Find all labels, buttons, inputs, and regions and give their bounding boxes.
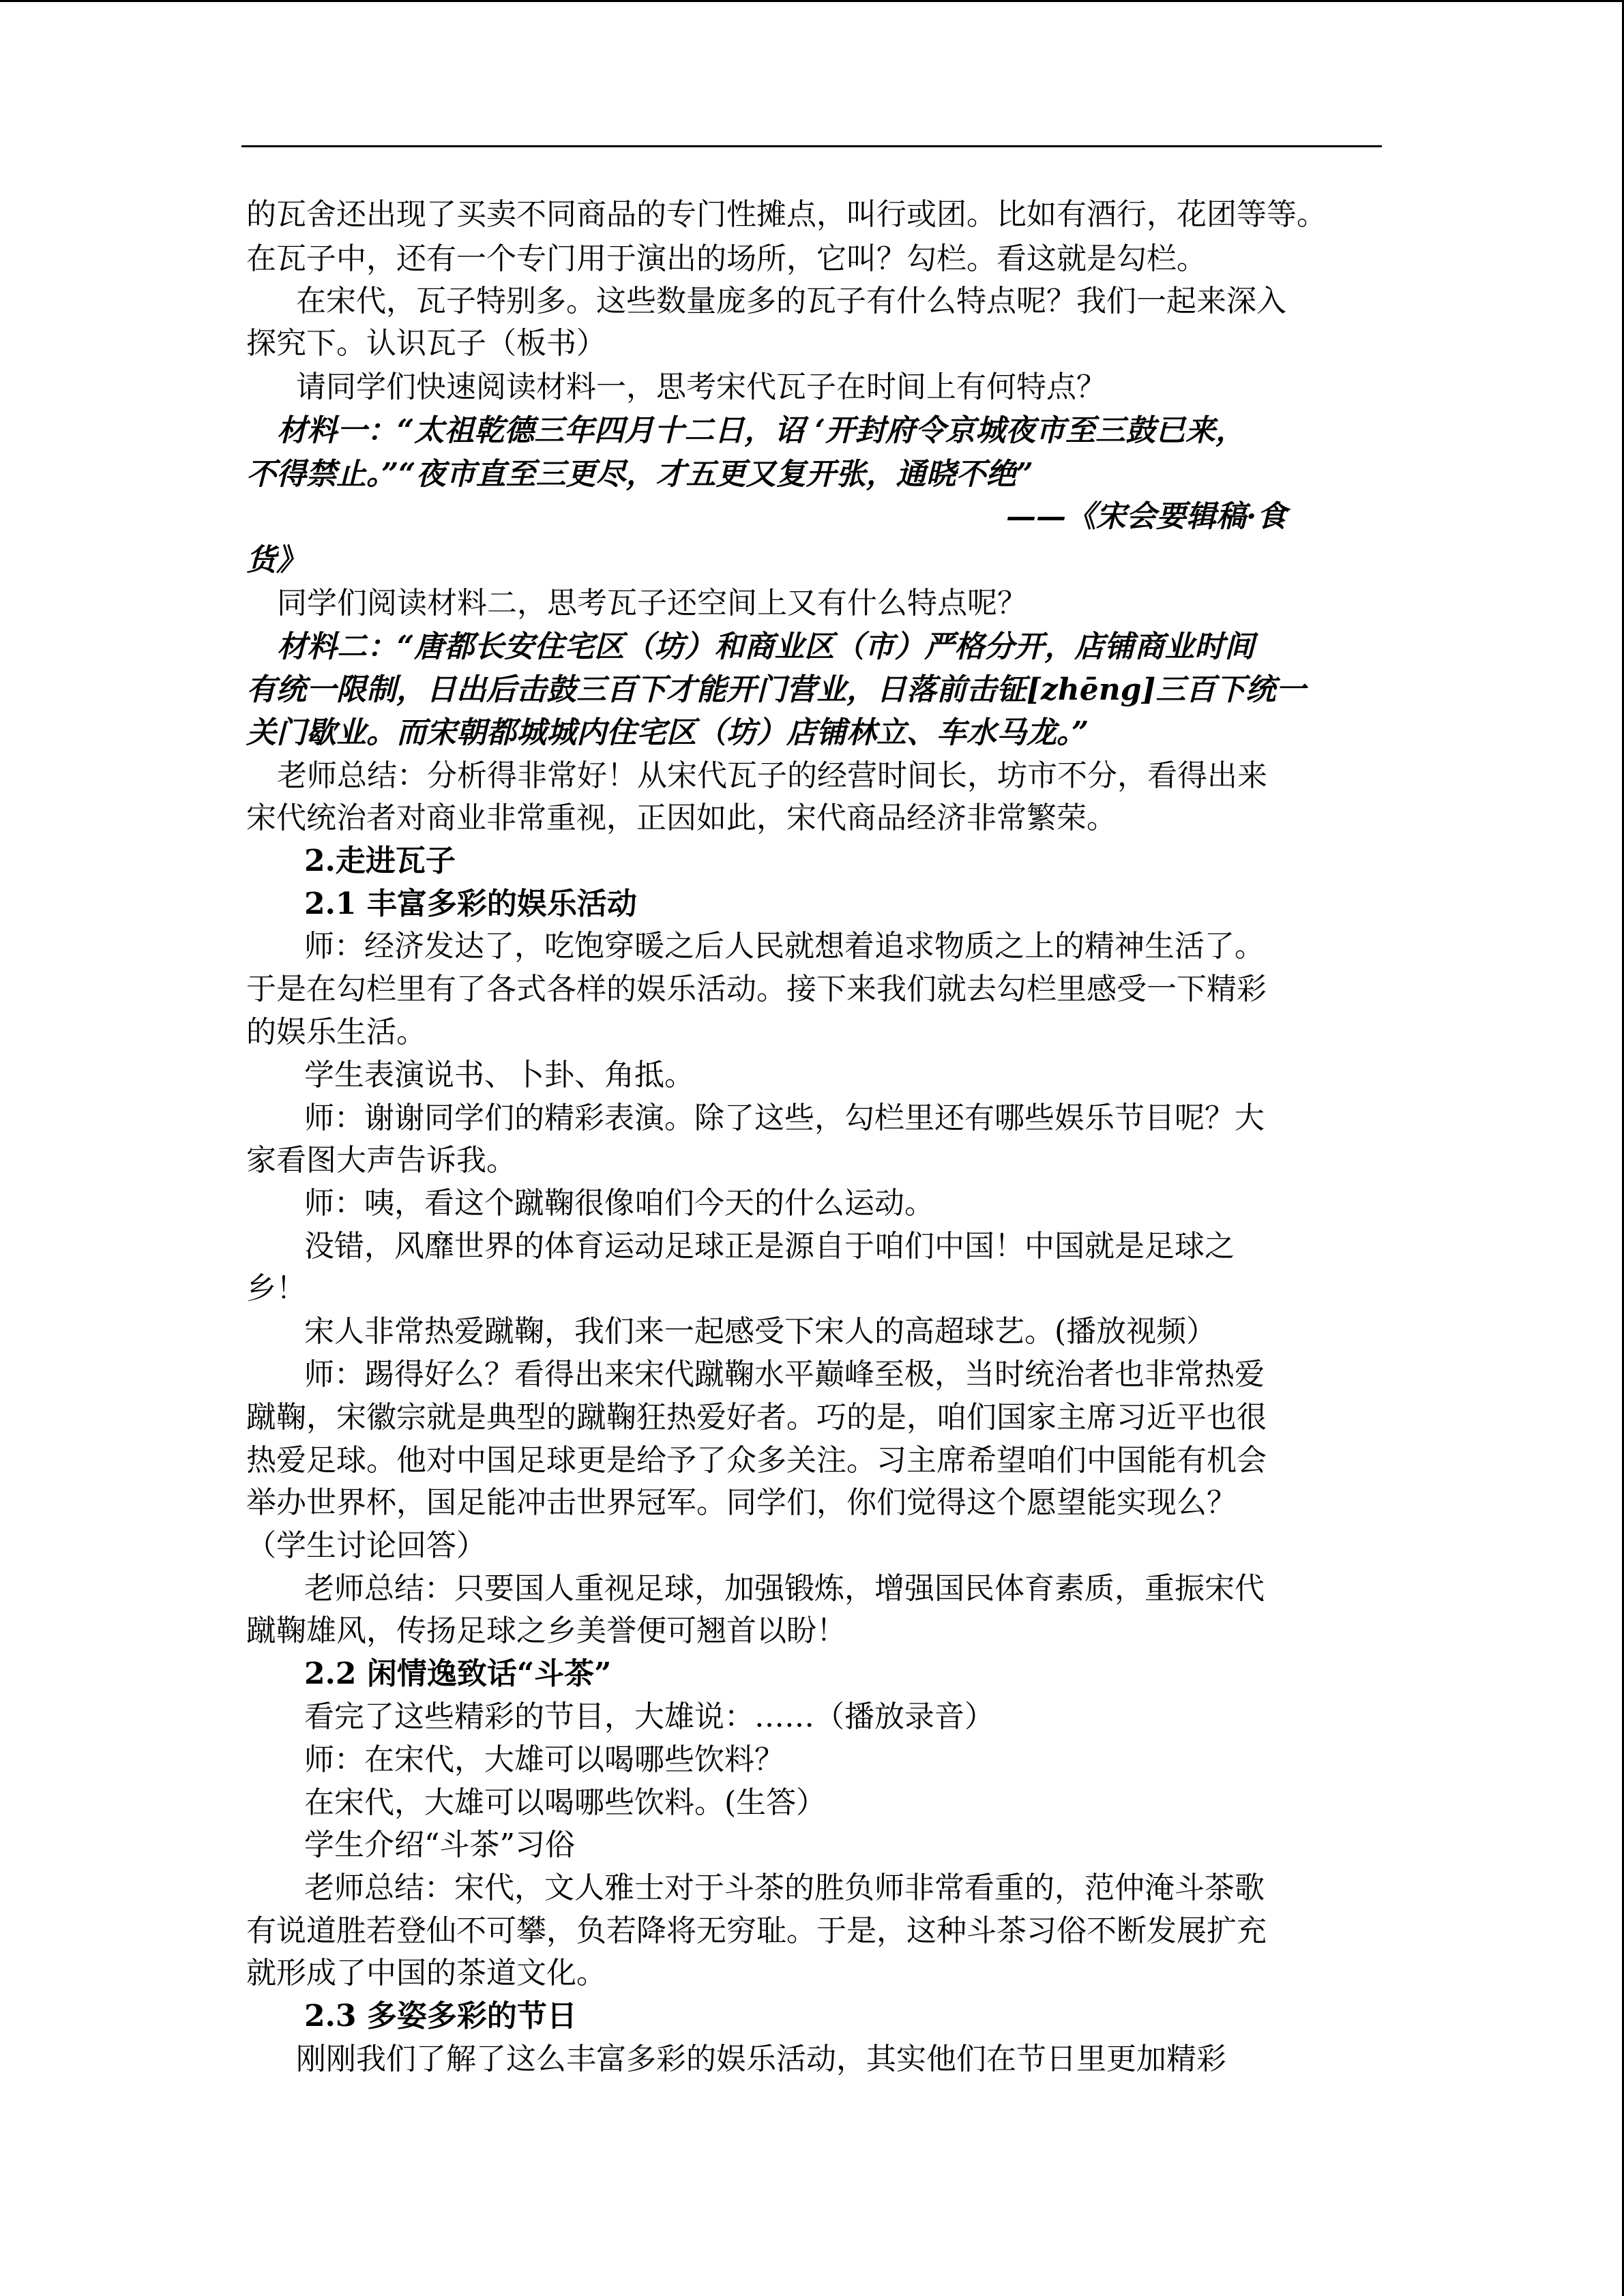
paragraph-line: 师：踢得好么？看得出来宋代蹴鞠水平巅峰至极，当时统治者也非常热爱 xyxy=(304,1357,1265,1392)
paragraph-line: 学生介绍“斗茶”习俗 xyxy=(304,1828,575,1862)
material-two-quote: 关门歇业。而宋朝都城城内住宅区（坊）店铺林立、车水马龙。” xyxy=(246,715,1089,750)
paragraph-line: 师：咦，看这个蹴鞠很像咱们今天的什么运动。 xyxy=(304,1186,934,1221)
page-border-top xyxy=(0,0,1624,2)
paragraph-line: 师：在宋代，大雄可以喝哪些饮料？ xyxy=(304,1742,784,1777)
paragraph-line: 在瓦子中，还有一个专门用于演出的场所，它叫？勾栏。看这就是勾栏。 xyxy=(246,241,1207,276)
paragraph-line: 蹴鞠雄风，传扬足球之乡美誉便可翘首以盼！ xyxy=(246,1613,846,1648)
paragraph-line: 的瓦舍还出现了买卖不同商品的专门性摊点，叫行或团。比如有酒行，花团等等。 xyxy=(246,197,1327,232)
paragraph-line: 看完了这些精彩的节目，大雄说：……（播放录音） xyxy=(304,1699,994,1734)
paragraph-line: 学生表演说书、卜卦、角抵。 xyxy=(304,1058,694,1092)
paragraph-line: 刚刚我们了解了这么丰富多彩的娱乐活动，其实他们在节日里更加精彩 xyxy=(296,2042,1226,2076)
material-one-quote: 不得禁止。”“夜市直至三更尽，才五更又复开张，通晓不绝” xyxy=(246,457,1033,492)
material-one-source: ——《宋会要辑稿·食 xyxy=(1006,499,1287,534)
paragraph-line: 于是在勾栏里有了各式各样的娱乐活动。接下来我们就去勾栏里感受一下精彩 xyxy=(246,972,1267,1007)
paragraph-line: 请同学们快速阅读材料一，思考宋代瓦子在时间上有何特点？ xyxy=(296,370,1106,404)
paragraph-line: 师：谢谢同学们的精彩表演。除了这些，勾栏里还有哪些娱乐节目呢？大 xyxy=(304,1101,1265,1135)
paragraph-line: 就形成了中国的茶道文化。 xyxy=(246,1956,606,1991)
paragraph-line: 蹴鞠，宋徽宗就是典型的蹴鞠狂热爱好者。巧的是，咱们国家主席习近平也很 xyxy=(246,1400,1267,1435)
section-heading: 2.3 多姿多彩的节日 xyxy=(304,1999,577,2033)
paragraph-line: 宋代统治者对商业非常重视，正因如此，宋代商品经济非常繁荣。 xyxy=(246,801,1117,835)
paragraph-line: 宋人非常热爱蹴鞠，我们来一起感受下宋人的高超球艺。(播放视频） xyxy=(304,1314,1217,1349)
paragraph-line: 乡！ xyxy=(246,1271,306,1306)
paragraph-line: 探究下。认识瓦子（板书） xyxy=(246,326,606,361)
header-rule xyxy=(241,145,1382,147)
paragraph-line: 热爱足球。他对中国足球更是给予了众多关注。习主席希望咱们中国能有机会 xyxy=(246,1443,1267,1478)
paragraph-line: 老师总结：宋代，文人雅士对于斗茶的胜负师非常看重的，范仲淹斗茶歌 xyxy=(304,1870,1265,1905)
material-one-source: 货》 xyxy=(246,543,306,578)
material-two-quote: 材料二：“唐都长安住宅区（坊）和商业区（市）严格分开，店铺商业时间 xyxy=(277,629,1255,664)
paragraph-line: 没错，风靡世界的体育运动足球正是源自于咱们中国！中国就是足球之 xyxy=(304,1229,1235,1264)
paragraph-line: （学生讨论回答） xyxy=(246,1528,486,1563)
paragraph-line: 同学们阅读材料二，思考瓦子还空间上又有什么特点呢？ xyxy=(277,586,1027,621)
paragraph-line: 在宋代，大雄可以喝哪些饮料。(生答） xyxy=(304,1785,827,1820)
section-heading: 2.2 闲情逸致话“斗茶” xyxy=(304,1656,612,1691)
paragraph-line: 有说道胜若登仙不可攀，负若降将无穷耻。于是，这种斗茶习俗不断发展扩充 xyxy=(246,1913,1267,1948)
paragraph-line: 老师总结：只要国人重视足球，加强锻炼，增强国民体育素质，重振宋代 xyxy=(304,1571,1265,1606)
paragraph-line: 老师总结：分析得非常好！从宋代瓦子的经营时间长，坊市不分，看得出来 xyxy=(277,758,1267,793)
paragraph-line: 在宋代，瓦子特别多。这些数量庞多的瓦子有什么特点呢？我们一起来深入 xyxy=(296,284,1286,318)
paragraph-line: 家看图大声告诉我。 xyxy=(246,1143,516,1178)
material-two-quote: 有统一限制，日出后击鼓三百下才能开门营业，日落前击钲[zhēng]三百下统一 xyxy=(246,672,1306,707)
section-heading: 2.1 丰富多彩的娱乐活动 xyxy=(304,886,637,921)
material-one-quote: 材料一：“太祖乾德三年四月十二日，诏 ‘开封府令京城夜市至三鼓已来， xyxy=(277,413,1245,448)
section-heading: 2.走进瓦子 xyxy=(304,844,456,878)
paragraph-line: 的娱乐生活。 xyxy=(246,1015,426,1049)
paragraph-line: 举办世界杯，国足能冲击世界冠军。同学们，你们觉得这个愿望能实现么？ xyxy=(246,1485,1237,1520)
paragraph-line: 师：经济发达了，吃饱穿暖之后人民就想着追求物质之上的精神生活了。 xyxy=(304,929,1265,964)
